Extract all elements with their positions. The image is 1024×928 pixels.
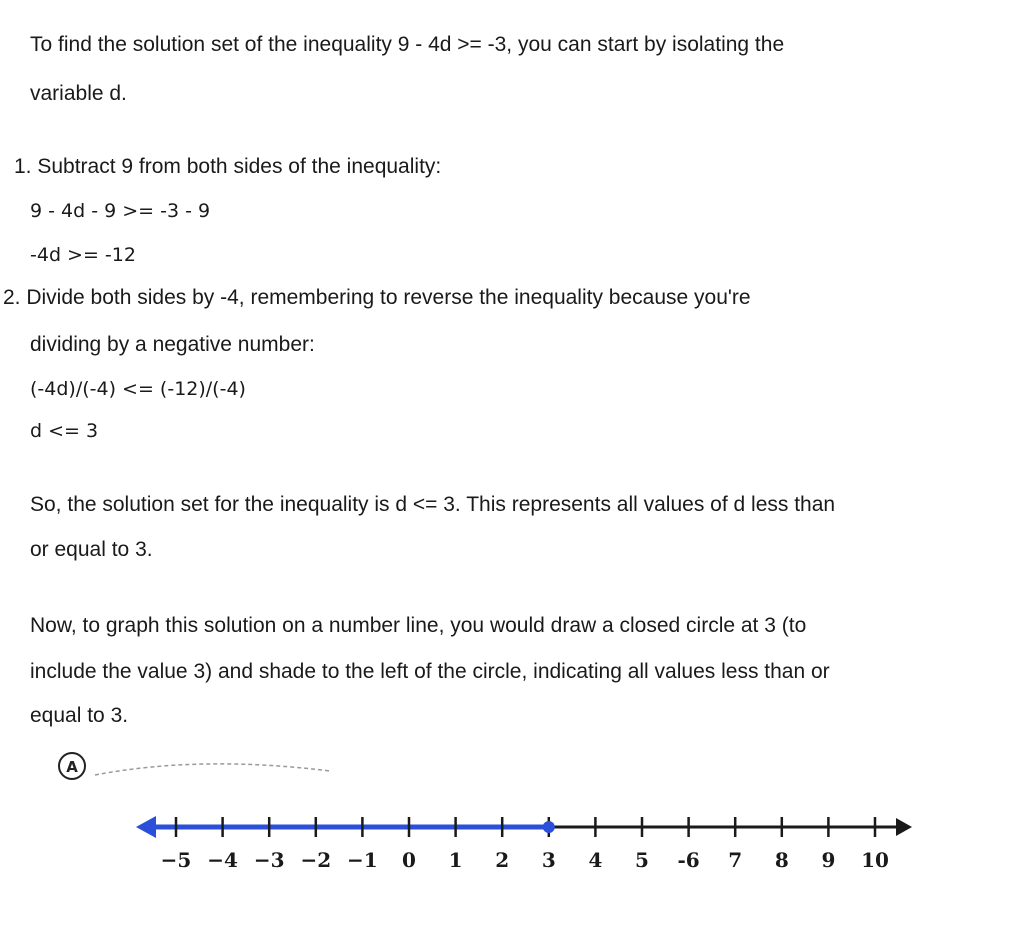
tick-label: 8: [774, 848, 789, 872]
step-2-math-2: d <= 3: [30, 420, 99, 442]
step-2-heading-line-1: 2. Divide both sides by -4, remembering to reverse the inequality because you're: [3, 286, 751, 309]
tick-label: 2: [495, 848, 510, 872]
number-line-figure: [0, 745, 1024, 928]
graph-text-line-1: Now, to graph this solution on a number line, you would draw a closed circle at 3 (to: [30, 614, 807, 637]
conclusion-line-1: So, the solution set for the inequality is d <= 3. This represents all values of d less than: [30, 493, 836, 516]
tick-label: 5: [635, 848, 649, 872]
step-1-heading: 1. Subtract 9 from both sides of the inequality:: [14, 155, 442, 178]
intro-line-2: variable d.: [30, 82, 127, 105]
graph-text-line-3: equal to 3.: [30, 704, 129, 727]
tick-label: 4: [588, 848, 603, 872]
intro-line-1: To find the solution set of the inequality 9 - 4d >= -3, you can start by isolating the: [30, 33, 785, 56]
axis-arrow-right: [896, 818, 912, 836]
tick-label: 7: [728, 848, 743, 872]
conclusion-line-2: or equal to 3.: [30, 538, 153, 561]
tick-label: −4: [207, 848, 238, 872]
tick-label: −2: [300, 848, 332, 872]
step-1-math-1: 9 - 4d - 9 >= -3 - 9: [30, 200, 211, 222]
step-2-heading-line-2: dividing by a negative number:: [30, 333, 315, 356]
tick-label: -6: [677, 848, 700, 872]
tick-label: −3: [253, 848, 285, 872]
tick-label: −1: [347, 848, 378, 872]
graph-text-line-2: include the value 3) and shade to the left of the circle, indicating all values less than or: [30, 660, 830, 683]
step-1-math-2: -4d >= -12: [30, 244, 136, 266]
tick-label: −5: [160, 848, 192, 872]
tick-label: 10: [861, 848, 889, 872]
marker-label: A: [66, 758, 78, 776]
tick-label: 9: [821, 848, 836, 872]
tick-label: 0: [402, 848, 416, 872]
marker-sketch-line: [95, 764, 330, 775]
solution-shade-arrow: [136, 816, 156, 838]
closed-circle-point: [543, 821, 555, 833]
tick-label: 3: [541, 848, 556, 872]
tick-label: 1: [448, 848, 463, 872]
step-2-math-1: (-4d)/(-4) <= (-12)/(-4): [30, 378, 246, 400]
